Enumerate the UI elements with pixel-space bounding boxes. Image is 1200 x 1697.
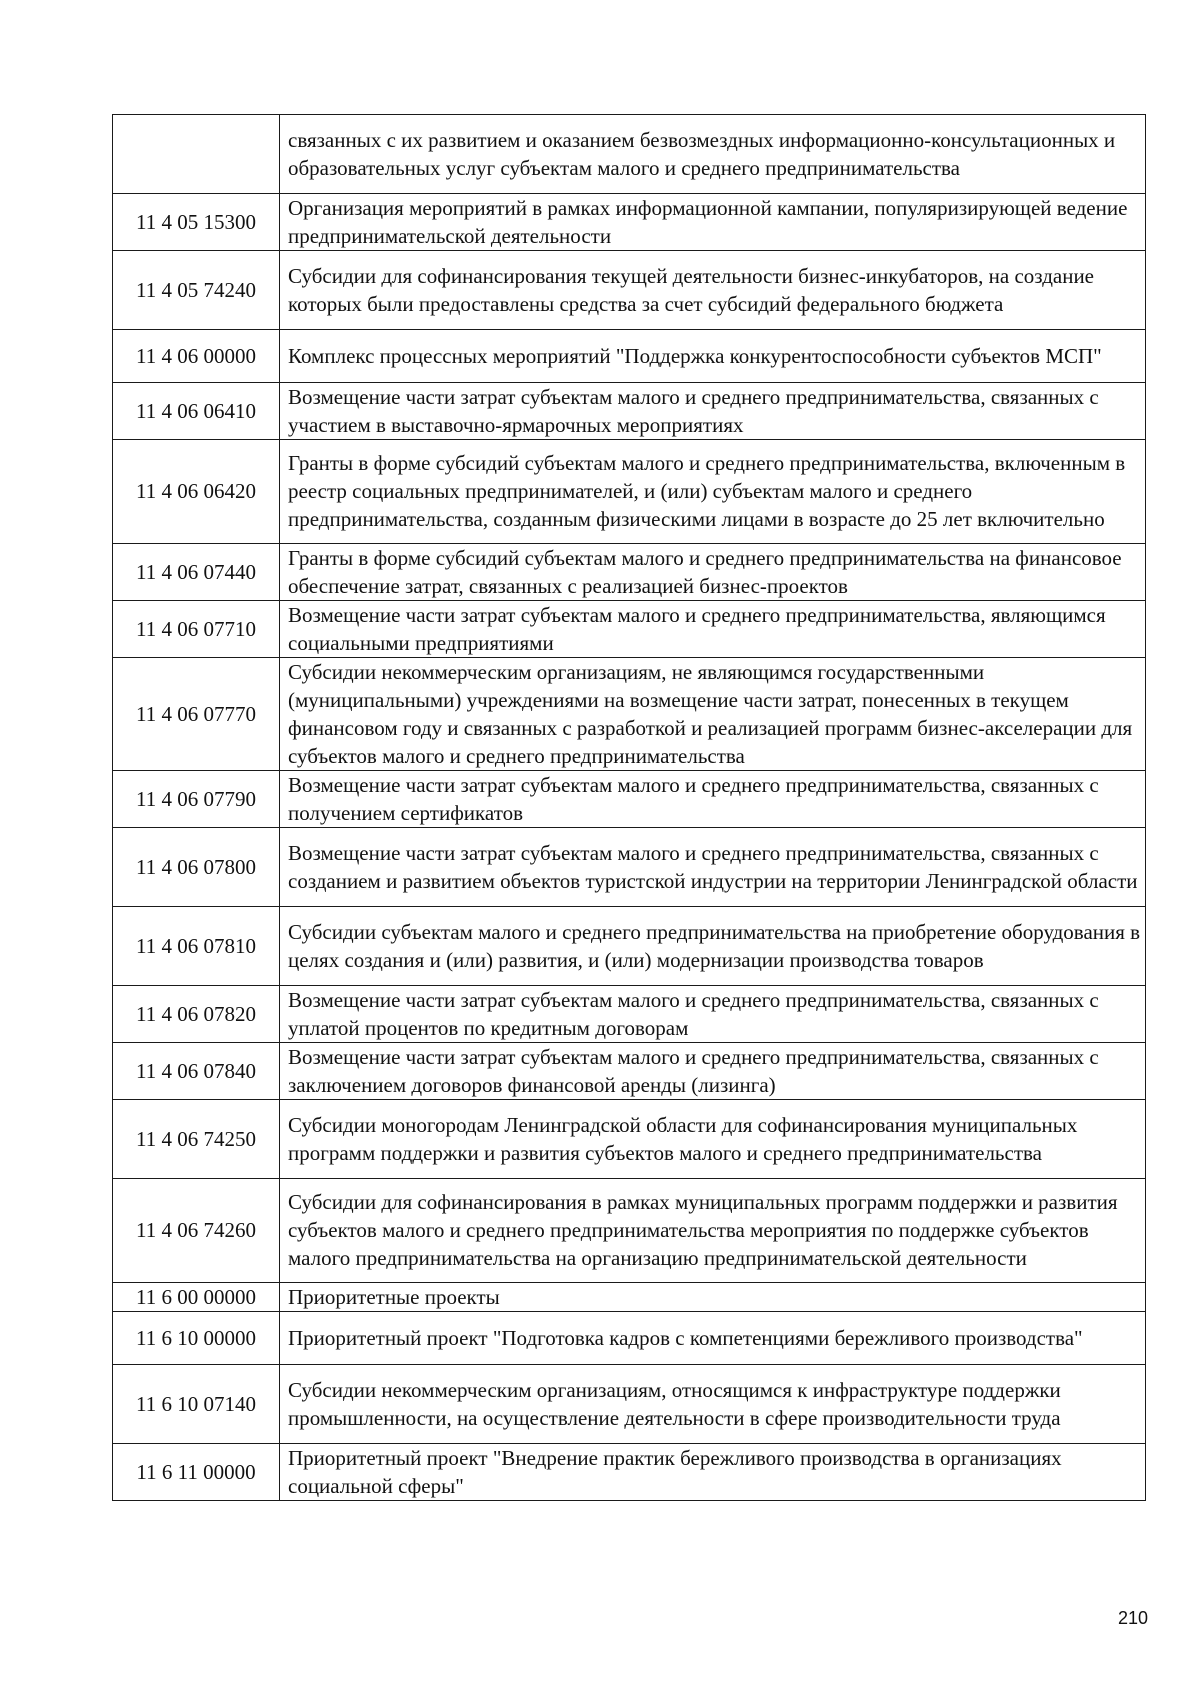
table-body [113, 115, 1146, 1501]
description-cell: Приоритетный проект "Подготовка кадров с компетенциями бережливого производства" [280, 1311, 1146, 1364]
code-cell [113, 115, 280, 194]
description-cell: Субсидии моногородам Ленинградской области для софинансирования муниципальных программ поддержки и развития субъектов малого и среднего предпринимательства [280, 1099, 1146, 1178]
description-cell: связанных с их развитием и оказанием безвозмездных информационно-консультационных и образовательных услуг субъектам малого и среднего предпринимательства [280, 115, 1146, 194]
page-number: 210 [1117, 1608, 1148, 1628]
code-cell: 11 4 06 07790 [113, 771, 280, 828]
description-cell: Возмещение части затрат субъектам малого и среднего предпринимательства, являющимся социальными предприятиями [280, 601, 1146, 658]
description-cell: Возмещение части затрат субъектам малого и среднего предпринимательства, связанных с созданием и развитием объектов туристской индустрии на территории Ленинградской области [280, 828, 1146, 907]
table-row [113, 250, 1146, 329]
code-cell: 11 4 06 07820 [113, 985, 280, 1042]
description-cell: Возмещение части затрат субъектам малого и среднего предпринимательства, связанных с получением сертификатов [280, 771, 1146, 828]
description-cell: Возмещение части затрат субъектам малого и среднего предпринимательства, связанных с уплатой процентов по кредитным договорам [280, 985, 1146, 1042]
description-cell: Возмещение части затрат субъектам малого и среднего предпринимательства, связанных с заключением договоров финансовой аренды (лизинга) [280, 1042, 1146, 1099]
budget-classification-table [112, 114, 1146, 1501]
code-cell: 11 4 06 06410 [113, 382, 280, 439]
description-cell: Субсидии некоммерческим организациям, не являющимся государственными (муниципальными) учреждениями на возмещение части затрат, понесенных в текущем финансовом году и связанных с разработкой и реализацией программ бизнес-акселерации для субъектов малого и среднего предпринимательства [280, 658, 1146, 771]
description-cell: Субсидии для софинансирования текущей деятельности бизнес-инкубаторов, на создание которых были предоставлены средства за счет субсидий федерального бюджета [280, 250, 1146, 329]
description-cell: Гранты в форме субсидий субъектам малого и среднего предпринимательства, включенным в реестр социальных предпринимателей, и (или) субъектам малого и среднего предпринимательства, созданным физическими лицами в возрасте до 25 лет включительно [280, 439, 1146, 543]
description-cell: Организация мероприятий в рамках информационной кампании, популяризирующей ведение предпринимательской деятельности [280, 193, 1146, 250]
code-cell: 11 4 06 07840 [113, 1042, 280, 1099]
code-cell: 11 4 06 07770 [113, 658, 280, 771]
code-cell: 11 4 06 07810 [113, 906, 280, 985]
description-cell: Субсидии для софинансирования в рамках муниципальных программ поддержки и развития субъектов малого и среднего предпринимательства мероприятия по поддержке субъектов малого предпринимательства на организацию предпринимательской деятельности [280, 1178, 1146, 1282]
table-row [113, 1099, 1146, 1178]
code-cell: 11 6 00 00000 [113, 1282, 280, 1311]
table-row [113, 1282, 1146, 1311]
description-cell: Субсидии субъектам малого и среднего предпринимательства на приобретение оборудования в целях создания и (или) развития, и (или) модернизации производства товаров [280, 906, 1146, 985]
table-row [113, 1443, 1146, 1500]
table-row [113, 1042, 1146, 1099]
description-cell: Возмещение части затрат субъектам малого и среднего предпринимательства, связанных с участием в выставочно-ярмарочных мероприятиях [280, 382, 1146, 439]
code-cell: 11 4 06 06420 [113, 439, 280, 543]
table-row [113, 544, 1146, 601]
description-cell: Приоритетный проект "Внедрение практик бережливого производства в организациях социальной сферы" [280, 1443, 1146, 1500]
code-cell: 11 4 06 07710 [113, 601, 280, 658]
table-row [113, 601, 1146, 658]
table-row [113, 1311, 1146, 1364]
code-cell: 11 4 05 74240 [113, 250, 280, 329]
code-cell: 11 6 10 07140 [113, 1365, 280, 1444]
table-row [113, 193, 1146, 250]
table-row [113, 1365, 1146, 1444]
description-cell: Комплекс процессных мероприятий "Поддержка конкурентоспособности субъектов МСП" [280, 329, 1146, 382]
table-row [113, 115, 1146, 194]
code-cell: 11 4 06 00000 [113, 329, 280, 382]
table-row [113, 828, 1146, 907]
table-row [113, 906, 1146, 985]
code-cell: 11 4 06 07800 [113, 828, 280, 907]
code-cell: 11 6 11 00000 [113, 1443, 280, 1500]
code-cell: 11 4 05 15300 [113, 193, 280, 250]
table-row [113, 329, 1146, 382]
table-row [113, 1178, 1146, 1282]
code-cell: 11 4 06 74260 [113, 1178, 280, 1282]
code-cell: 11 6 10 00000 [113, 1311, 280, 1364]
table-row [113, 439, 1146, 543]
table-row [113, 658, 1146, 771]
description-cell: Приоритетные проекты [280, 1282, 1146, 1311]
description-cell: Субсидии некоммерческим организациям, относящимся к инфраструктуре поддержки промышленности, на осуществление деятельности в сфере производительности труда [280, 1365, 1146, 1444]
table-row [113, 382, 1146, 439]
code-cell: 11 4 06 07440 [113, 544, 280, 601]
description-cell: Гранты в форме субсидий субъектам малого и среднего предпринимательства на финансовое обеспечение затрат, связанных с реализацией бизнес-проектов [280, 544, 1146, 601]
table-row [113, 985, 1146, 1042]
code-cell: 11 4 06 74250 [113, 1099, 280, 1178]
table-row [113, 771, 1146, 828]
